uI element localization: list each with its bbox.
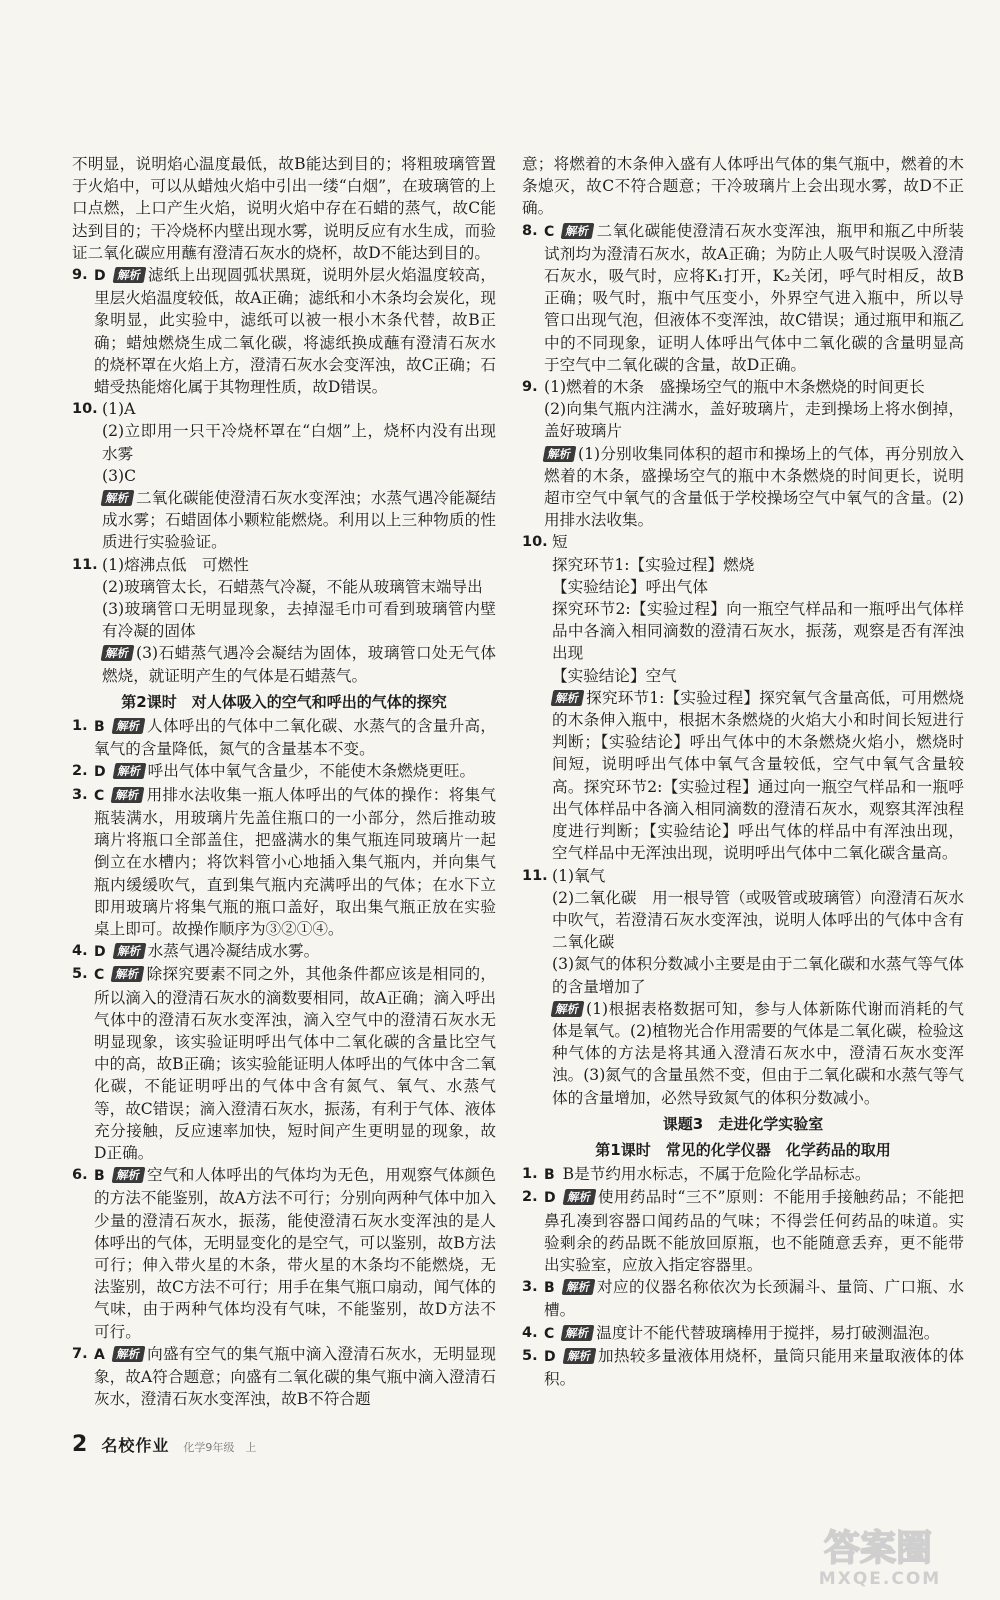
- answer-choice: B: [94, 1168, 105, 1185]
- answer-subpart: 【实验结论】呼出气体: [552, 577, 708, 596]
- analysis-text: 探究环节1:【实验过程】探究氧气含量高低，可用燃烧的木条伸入瓶中，根据木条燃烧的火焰大小和时间长短进行判断；【实验结论】呼出气体中的木条燃烧火焰小，燃烧时间短，说明呼出气体中氧气含量较低，空气中氧气含量较高。探究环节2:【实验过程】通过向一瓶空气样品和一瓶呼出气体样品中各滴入相同滴数的澄清石灰水，观察其浑浊程度进行判断；【实验结论】呼出气体的样品中有浑浊出现，空气样品中无浑浊出现，说明呼出气体中二氧化碳含量高。: [552, 688, 964, 863]
- lesson-title: 课题3 走进化学实验室: [662, 1114, 824, 1133]
- question-number: 1.: [72, 718, 88, 735]
- question-body: [94, 784, 496, 940]
- analysis-tag: 解析: [101, 645, 135, 661]
- question-item: [72, 264, 496, 398]
- question-body: [94, 1343, 496, 1411]
- question-body: [552, 865, 964, 887]
- answer-subpart: (3)玻璃管口无明显现象，去掉湿毛巾可看到玻璃管内壁有冷凝的固体: [102, 600, 496, 641]
- question-number: 5.: [72, 966, 88, 983]
- question-number: 2.: [72, 763, 88, 780]
- answer-subpart: 【实验结论】空气: [552, 666, 677, 685]
- analysis-tag: 解析: [101, 490, 135, 506]
- analysis-tag: 解析: [111, 1167, 145, 1183]
- question-body: [94, 1164, 496, 1343]
- analysis-text: (3)石蜡蒸气遇冷会凝结为固体，玻璃管口处无气体燃烧，就证明产生的气体是石蜡蒸气。: [102, 644, 496, 685]
- analysis-text: B是节约用水标志，不属于危险化学品标志。: [562, 1165, 871, 1184]
- question-body: [94, 264, 496, 398]
- analysis-tag: 解析: [561, 1325, 595, 1341]
- answer-subpart: (2)立即用一只干冷烧杯罩在“白烟”上，烧杯内没有出现水雾: [102, 422, 496, 463]
- question-number: 11.: [72, 556, 98, 573]
- question-item: [522, 1276, 964, 1321]
- question-number: 4.: [72, 943, 88, 960]
- question-number: 9.: [72, 267, 88, 284]
- answer-choice: D: [544, 1190, 556, 1207]
- answer-choice: D: [544, 1348, 556, 1365]
- analysis-text: (1)根据表格数据可知，参与人体新陈代谢而消耗的气体是氧气。(2)植物光合作用需要的气体是二氧化碳，检验这种气体的方法是将其通入澄清石灰水中，澄清石灰水变浑浊。(3)氮气的含量虽然不变，但由于二氧化碳和水蒸气等气体的含量增加，必然导致氮气的体积分数减小。: [552, 999, 964, 1107]
- answer-text: (1)熔沸点低 可燃性: [102, 555, 249, 574]
- question-number: 4.: [522, 1324, 538, 1341]
- continued-text: [72, 153, 496, 264]
- question-number: 5.: [522, 1347, 538, 1364]
- analysis-text: 使用药品时“三不”原则：不能用手接触药品；不能把鼻孔凑到容器口闻药品的气味；不得尝任何药品的味道。实验剩余的药品既不能放回原瓶，也不能随意丢弃，更不能带出实验室，应放入指定容器里。: [544, 1188, 964, 1274]
- analysis-text: 温度计不能代替玻璃棒用于搅拌，易打破测温泡。: [596, 1323, 940, 1342]
- watermark-logo: [790, 1518, 970, 1590]
- right-column: [522, 153, 964, 1390]
- analysis-text: 除探究要素不同之外，其他条件都应该是相同的，所以滴入的澄清石灰水的滴数要相同，故A正确；滴入呼出气体中的澄清石灰水变浑浊，滴入空气中的澄清石灰水无明显现象，该实验证明呼出气体中二氧化碳的含量比空气中的高，故B正确；该实验能证明人体呼出的气体中含二氧化碳，不能证明呼出的气体中含有氮气、氧气、水蒸气等，故C错误；滴入澄清石灰水，振荡，有利于气体、液体充分接触，反应速率加快，短时间产生更明显的现象，故D正确。: [94, 965, 496, 1162]
- question-number: 9.: [522, 379, 538, 396]
- analysis-tag: 解析: [561, 223, 595, 239]
- analysis-text: 二氧化碳能使澄清石灰水变浑浊；水蒸气遇冷能凝结成水雾；石蜡固体小颗粒能燃烧。利用以上三种物质的性质进行实验验证。: [102, 489, 496, 552]
- question-item: [522, 1345, 964, 1390]
- question-item: [522, 1322, 964, 1345]
- answer-subpart: (2)玻璃管太长，石蜡蒸气冷凝，不能从玻璃管末端导出: [102, 577, 483, 596]
- question-number: 3.: [522, 1279, 538, 1296]
- question-body: [94, 963, 496, 1164]
- question-item: [522, 865, 964, 887]
- question-body: [544, 1276, 964, 1321]
- answer-choice: D: [94, 944, 106, 961]
- analysis-text: 二氧化碳能使澄清石灰水变浑浊，瓶甲和瓶乙中所装试剂均为澄清石灰水，故A正确；为防止人吸气时误吸入澄清石灰水，吸气时，应将K₁打开，K₂关闭，呼气时相反，故B正确；吸气时，瓶中气压变小，外界空气进入瓶中，所以导管口出现气泡，但液体不变浑浊，故C错误；通过瓶甲和瓶乙中的不同现象，证明人体呼出气体中二氧化碳的含量明显高于空气中二氧化碳的含量，故D正确。: [544, 221, 964, 374]
- question-body: [544, 220, 964, 376]
- answer-choice: C: [94, 787, 105, 804]
- analysis-tag: 解析: [111, 718, 145, 734]
- question-number: 11.: [522, 867, 548, 884]
- analysis-text: 加热较多量液体用烧杯，量筒只能用来量取液体的体积。: [544, 1346, 964, 1388]
- analysis-tag: 解析: [551, 1001, 585, 1017]
- answer-choice: D: [94, 764, 106, 781]
- analysis-tag: 解析: [111, 787, 145, 803]
- question-body: [102, 554, 496, 576]
- section-heading: 第2课时 对人体吸入的空气和呼出的气体的探究: [121, 692, 447, 711]
- analysis-tag: 解析: [112, 943, 146, 959]
- question-number: 10.: [72, 401, 98, 418]
- question-number: 1.: [522, 1166, 538, 1183]
- question-item: [72, 398, 496, 420]
- analysis-text: 水蒸气遇冷凝结成水雾。: [147, 942, 320, 961]
- page-number: 2: [72, 1432, 88, 1457]
- answer-text: (1)燃着的木条 盛操场空气的瓶中木条燃烧的时间更长: [544, 378, 925, 397]
- answer-subpart: (3)氮气的体积分数减小主要是由于二氧化碳和水蒸气等气体的含量增加了: [552, 955, 964, 996]
- question-item: [522, 376, 964, 398]
- question-body: [544, 376, 964, 398]
- question-item: [522, 531, 964, 553]
- answer-subpart: (2)向集气瓶内注满水，盖好玻璃片，走到操场上将水倒掉，盖好玻璃片: [544, 400, 964, 441]
- question-item: [72, 554, 496, 576]
- question-number: 7.: [72, 1345, 88, 1362]
- question-item: [72, 784, 496, 940]
- answer-text: (1)A: [102, 400, 136, 419]
- answer-subpart: 探究环节2:【实验过程】向一瓶空气样品和一瓶呼出气体样品中各滴入相同滴数的澄清石灰水，振荡，观察是否有浑浊出现: [552, 600, 964, 663]
- left-column: [72, 153, 496, 1410]
- question-number: 3.: [72, 786, 88, 803]
- question-number: 2.: [522, 1189, 538, 1206]
- answer-choice: B: [544, 1167, 555, 1184]
- question-item: [72, 1164, 496, 1343]
- question-number: 10.: [522, 534, 548, 551]
- analysis-tag: 解析: [551, 690, 585, 706]
- analysis-text: (1)分别收集同体积的超市和操场上的气体，再分别放入燃着的木条，盛操场空气的瓶中木条燃烧的时间更长，说明超市空气中氧气的含量低于学校操场空气中氧气的含量。(2)用排水法收集。: [544, 444, 964, 530]
- question-body: [94, 715, 496, 760]
- question-body: [544, 1186, 964, 1276]
- question-body: [102, 398, 496, 420]
- watermark-text: 答案圈: [823, 1528, 933, 1569]
- question-item: [522, 220, 964, 376]
- question-item: [72, 760, 496, 783]
- continued-line: 不明显，说明焰心温度最低，故B能达到目的；将粗玻璃管置于火焰中，可以从蜡烛火焰中引出一缕“白烟”，在玻璃管的上口点燃，上口产生火焰，说明火焰中存在石蜡的蒸气，故C能达到目的；干冷烧杯内壁出现水雾，说明反应有水生成，而验证二氧化碳应用蘸有澄清石灰水的烧杯，故D不能达到目的。: [72, 155, 496, 262]
- analysis-block: [522, 998, 964, 1109]
- question-number: 6.: [72, 1167, 88, 1184]
- answer-text: 短: [552, 533, 568, 552]
- section-heading: 第1课时 常见的化学仪器 化学药品的取用: [595, 1140, 891, 1159]
- answer-choice: B: [544, 1280, 555, 1297]
- analysis-text: 滤纸上出现圆弧状黑斑，说明外层火焰温度较高，里层火焰温度较低，故A正确；滤纸和小木条均会炭化，现象明显，此实验中，滤纸可以被一根小木条代替，故B正确；蜡烛燃烧生成二氧化碳，将滤纸换成蘸有澄清石灰水的烧杯罩在火焰上方，澄清石灰水会变浑浊，故C正确；石蜡受热能熔化属于其物理性质，故D错误。: [94, 266, 496, 397]
- analysis-text: 向盛有空气的集气瓶中滴入澄清石灰水，无明显现象，故A符合题意；向盛有二氧化碳的集气瓶中滴入澄清石灰水，澄清石灰水变浑浊，故B不符合题: [94, 1344, 496, 1409]
- analysis-text: 用排水法收集一瓶人体呼出的气体的操作：将集气瓶装满水，用玻璃片先盖住瓶口的一小部分，然后推动玻璃片将瓶口全部盖住，把盛满水的集气瓶连同玻璃片一起倒立在水槽内；将饮料管小心地插入集气瓶内，并向集气瓶内缓缓吹气，直到集气瓶内充满呼出的气体；在水下立即用玻璃片将集气瓶的瓶口盖好，取出集气瓶正放在实验桌上即可。故操作顺序为③②①④。: [94, 785, 496, 938]
- page-footer: [72, 1432, 256, 1457]
- analysis-tag: 解析: [111, 966, 145, 982]
- answer-subpart: (2)二氧化碳 用一根导管（或吸管或玻璃管）向澄清石灰水中吹气，若澄清石灰水变浑浊，说明人体呼出的气体中含有二氧化碳: [552, 888, 964, 952]
- analysis-tag: 解析: [561, 1279, 595, 1295]
- answer-choice: C: [544, 1325, 555, 1342]
- watermark-url: MXQE.COM: [818, 1569, 942, 1589]
- analysis-block: [72, 642, 496, 686]
- question-item: [72, 940, 496, 963]
- question-body: [94, 940, 496, 963]
- analysis-block: [522, 687, 964, 865]
- analysis-tag: 解析: [562, 1189, 596, 1205]
- analysis-text: 空气和人体呼出的气体均为无色，用观察气体颜色的方法不能鉴别，故A方法不可行；分别向两种气体中加入少量的澄清石灰水，振荡，能使澄清石灰水变浑浊的是人体呼出的气体，无明显变化的是空气，可以鉴别，故B方法可行；伸入带火星的木条，带火星的木条均不能燃烧，无法鉴别，故C方法不可行；用手在集气瓶口扇动，闻气体的气味，由于两种气体均没有气味，不能鉴别，故D方法不可行。: [94, 1166, 496, 1341]
- answer-choice: C: [94, 967, 105, 984]
- answer-subpart: (3)C: [102, 466, 137, 485]
- analysis-text: 对应的仪器名称依次为长颈漏斗、量筒、广口瓶、水槽。: [544, 1278, 964, 1320]
- question-body: [544, 1163, 964, 1186]
- analysis-text: 呼出气体中氧气含量少，不能使木条燃烧更旺。: [147, 762, 476, 781]
- answer-choice: D: [94, 268, 106, 285]
- analysis-tag: 解析: [543, 446, 577, 462]
- question-item: [522, 1186, 964, 1276]
- analysis-block: [72, 487, 496, 554]
- question-body: [94, 760, 496, 783]
- analysis-tag: 解析: [111, 1346, 145, 1362]
- answer-choice: C: [544, 223, 555, 240]
- analysis-block: [522, 443, 964, 532]
- book-subject: 化学9年级 上: [183, 1441, 257, 1454]
- analysis-tag: 解析: [562, 1348, 596, 1364]
- question-body: [544, 1345, 964, 1390]
- question-item: [522, 1163, 964, 1186]
- analysis-text: 人体呼出的气体中二氧化碳、水蒸气的含量升高，氧气的含量降低，氮气的含量基本不变。: [94, 717, 496, 759]
- analysis-tag: 解析: [112, 267, 146, 283]
- book-name: 名校作业: [101, 1436, 170, 1455]
- question-item: [72, 963, 496, 1164]
- continued-text: [522, 153, 964, 220]
- question-body: [552, 531, 964, 553]
- analysis-tag: 解析: [112, 763, 146, 779]
- answer-choice: B: [94, 719, 105, 736]
- answer-choice: A: [94, 1346, 105, 1363]
- continued-line: 意；将燃着的木条伸入盛有人体呼出气体的集气瓶中，燃着的木条熄灭，故C不符合题意；干冷玻璃片上会出现水雾，故D不正确。: [522, 155, 964, 218]
- answer-subpart: 探究环节1:【实验过程】燃烧: [552, 555, 755, 574]
- question-body: [544, 1322, 964, 1345]
- question-item: [72, 1343, 496, 1411]
- answer-text: (1)氧气: [552, 866, 606, 885]
- question-number: 8.: [522, 222, 538, 239]
- question-item: [72, 715, 496, 760]
